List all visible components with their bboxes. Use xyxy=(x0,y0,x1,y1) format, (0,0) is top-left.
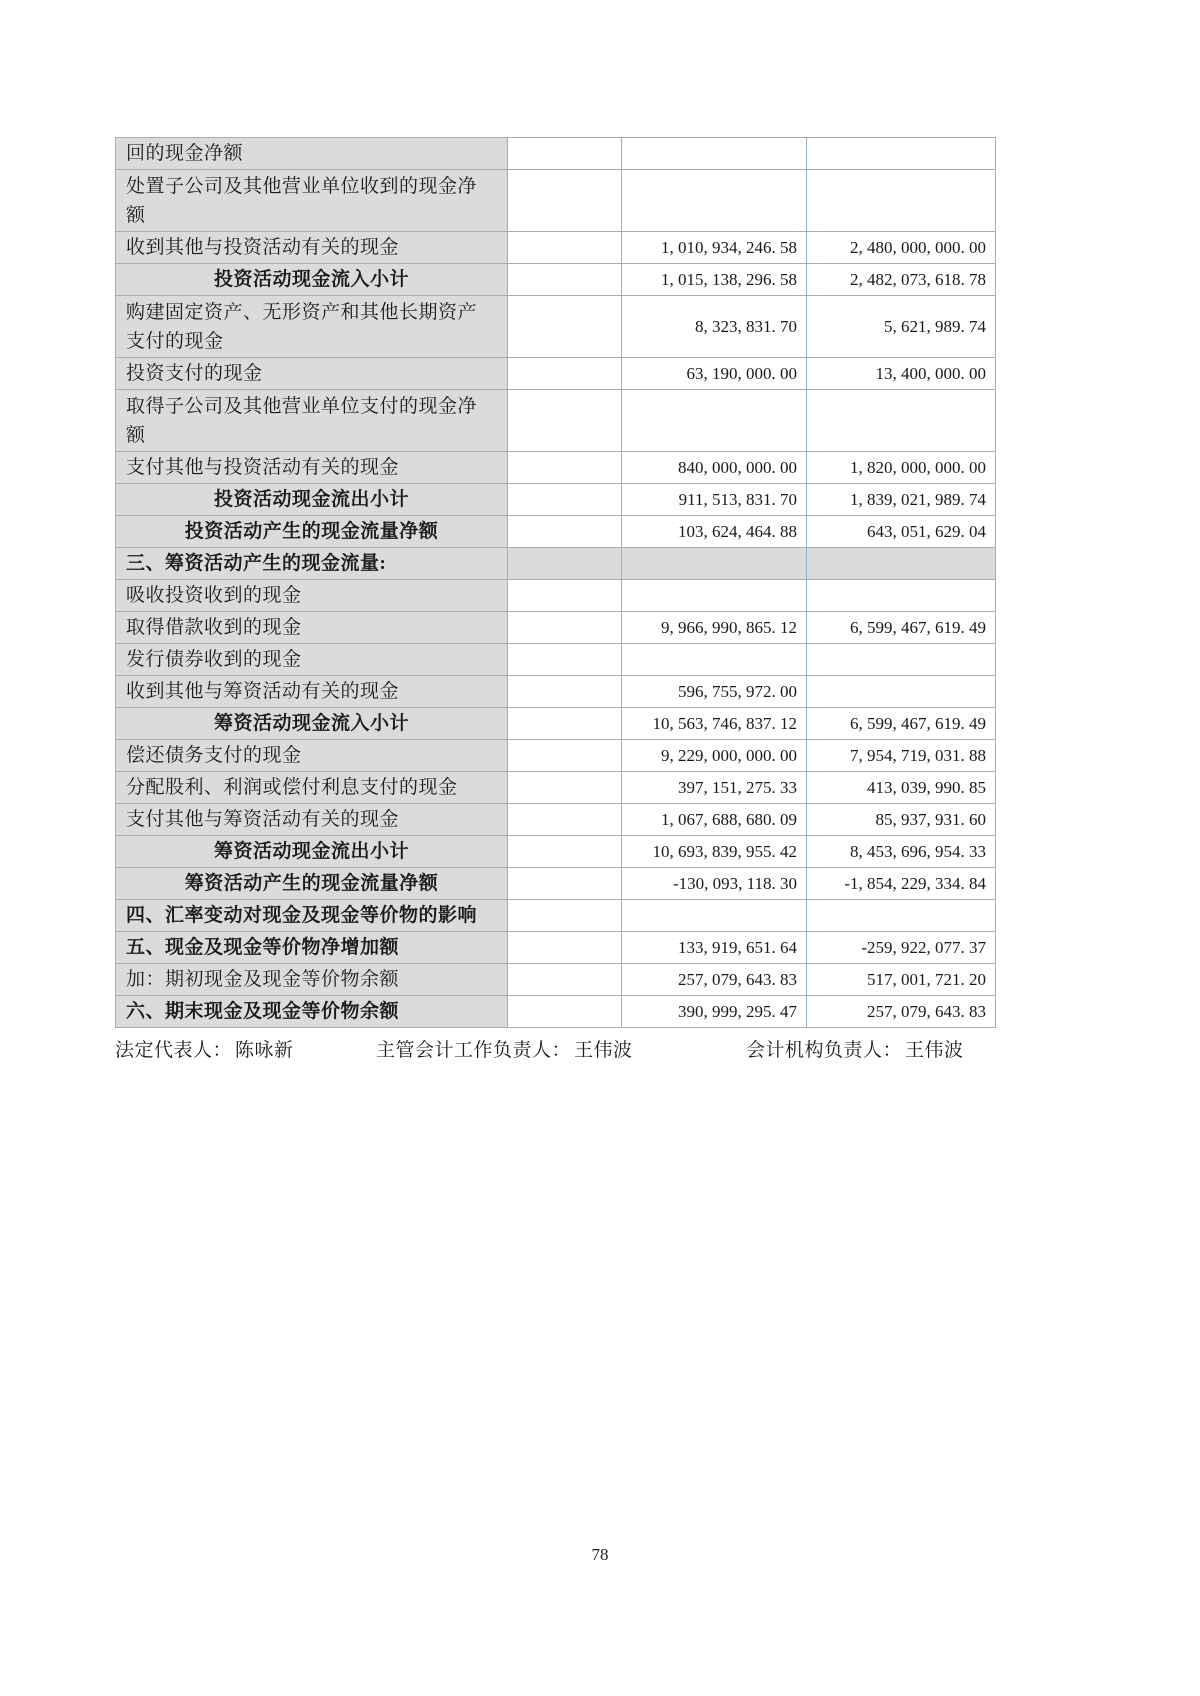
prior-period-cell: 85, 937, 931. 60 xyxy=(807,804,996,836)
item-cell: 筹资活动现金流入小计 xyxy=(116,708,508,740)
notes-cell xyxy=(508,708,622,740)
current-period-cell: 390, 999, 295. 47 xyxy=(622,996,807,1028)
accounting-head xyxy=(746,1035,964,1062)
table-row xyxy=(116,296,996,358)
prior-period-cell xyxy=(807,548,996,580)
table-row xyxy=(116,612,996,644)
item-cell: 偿还债务支付的现金 xyxy=(116,740,508,772)
notes-cell xyxy=(508,868,622,900)
current-period-cell: 133, 919, 651. 64 xyxy=(622,932,807,964)
table-row xyxy=(116,868,996,900)
current-period-cell: 9, 229, 000, 000. 00 xyxy=(622,740,807,772)
chief-accountant-label: 主管会计工作负责人： xyxy=(376,1040,572,1061)
current-period-cell: 8, 323, 831. 70 xyxy=(622,296,807,358)
prior-period-cell xyxy=(807,390,996,452)
item-cell: 支付其他与投资活动有关的现金 xyxy=(116,452,508,484)
notes-cell xyxy=(508,138,622,170)
current-period-cell: 596, 755, 972. 00 xyxy=(622,676,807,708)
table-row xyxy=(116,964,996,996)
current-period-cell xyxy=(622,900,807,932)
prior-period-cell: 643, 051, 629. 04 xyxy=(807,516,996,548)
table-row xyxy=(116,232,996,264)
item-cell: 取得借款收到的现金 xyxy=(116,612,508,644)
prior-period-cell: 5, 621, 989. 74 xyxy=(807,296,996,358)
table-row xyxy=(116,836,996,868)
item-cell: 五、现金及现金等价物净增加额 xyxy=(116,932,508,964)
signature-line xyxy=(115,1035,995,1065)
table-row xyxy=(116,580,996,612)
notes-cell xyxy=(508,264,622,296)
current-period-cell xyxy=(622,390,807,452)
prior-period-cell xyxy=(807,644,996,676)
item-cell: 投资活动现金流出小计 xyxy=(116,484,508,516)
current-period-cell: 10, 693, 839, 955. 42 xyxy=(622,836,807,868)
current-period-cell xyxy=(622,170,807,232)
prior-period-cell xyxy=(807,170,996,232)
notes-cell xyxy=(508,964,622,996)
notes-cell xyxy=(508,580,622,612)
table-row xyxy=(116,390,996,452)
prior-period-cell: 517, 001, 721. 20 xyxy=(807,964,996,996)
table-row xyxy=(116,740,996,772)
prior-period-cell: 2, 482, 073, 618. 78 xyxy=(807,264,996,296)
legal-representative-name: 陈咏新 xyxy=(235,1040,294,1061)
item-cell: 分配股利、利润或偿付利息支付的现金 xyxy=(116,772,508,804)
prior-period-cell: 413, 039, 990. 85 xyxy=(807,772,996,804)
current-period-cell xyxy=(622,644,807,676)
item-cell: 三、筹资活动产生的现金流量: xyxy=(116,548,508,580)
cash-flow-table-body xyxy=(116,138,996,1028)
current-period-cell: 840, 000, 000. 00 xyxy=(622,452,807,484)
current-period-cell xyxy=(622,580,807,612)
table-row xyxy=(116,772,996,804)
legal-representative-label: 法定代表人： xyxy=(115,1040,233,1061)
notes-cell xyxy=(508,452,622,484)
current-period-cell: 397, 151, 275. 33 xyxy=(622,772,807,804)
item-cell: 收到其他与筹资活动有关的现金 xyxy=(116,676,508,708)
notes-cell xyxy=(508,390,622,452)
prior-period-cell: 13, 400, 000. 00 xyxy=(807,358,996,390)
notes-cell xyxy=(508,516,622,548)
report-content xyxy=(115,137,995,1065)
notes-cell xyxy=(508,836,622,868)
prior-period-cell xyxy=(807,676,996,708)
table-row xyxy=(116,516,996,548)
prior-period-cell: 6, 599, 467, 619. 49 xyxy=(807,612,996,644)
current-period-cell: 10, 563, 746, 837. 12 xyxy=(622,708,807,740)
table-row xyxy=(116,900,996,932)
item-cell: 筹资活动现金流出小计 xyxy=(116,836,508,868)
cash-flow-table xyxy=(115,137,996,1028)
prior-period-cell xyxy=(807,900,996,932)
prior-period-cell: 1, 820, 000, 000. 00 xyxy=(807,452,996,484)
table-row xyxy=(116,708,996,740)
accounting-head-label: 会计机构负责人： xyxy=(746,1040,903,1061)
table-row xyxy=(116,138,996,170)
item-cell: 六、期末现金及现金等价物余额 xyxy=(116,996,508,1028)
current-period-cell xyxy=(622,548,807,580)
table-row xyxy=(116,804,996,836)
item-cell: 四、汇率变动对现金及现金等价物的影响 xyxy=(116,900,508,932)
current-period-cell: 1, 067, 688, 680. 09 xyxy=(622,804,807,836)
accounting-head-name: 王伟波 xyxy=(905,1040,964,1061)
notes-cell xyxy=(508,358,622,390)
current-period-cell: 1, 010, 934, 246. 58 xyxy=(622,232,807,264)
notes-cell xyxy=(508,548,622,580)
item-cell: 取得子公司及其他营业单位支付的现金净额 xyxy=(116,390,508,452)
current-period-cell: 1, 015, 138, 296. 58 xyxy=(622,264,807,296)
notes-cell xyxy=(508,170,622,232)
notes-cell xyxy=(508,612,622,644)
prior-period-cell: 8, 453, 696, 954. 33 xyxy=(807,836,996,868)
current-period-cell: 9, 966, 990, 865. 12 xyxy=(622,612,807,644)
prior-period-cell: -1, 854, 229, 334. 84 xyxy=(807,868,996,900)
notes-cell xyxy=(508,644,622,676)
current-period-cell xyxy=(622,138,807,170)
prior-period-cell: -259, 922, 077. 37 xyxy=(807,932,996,964)
current-period-cell: 911, 513, 831. 70 xyxy=(622,484,807,516)
current-period-cell: 257, 079, 643. 83 xyxy=(622,964,807,996)
item-cell: 吸收投资收到的现金 xyxy=(116,580,508,612)
notes-cell xyxy=(508,772,622,804)
table-row xyxy=(116,996,996,1028)
item-cell: 发行债券收到的现金 xyxy=(116,644,508,676)
notes-cell xyxy=(508,996,622,1028)
table-row xyxy=(116,264,996,296)
item-cell: 投资活动产生的现金流量净额 xyxy=(116,516,508,548)
page-number: 78 xyxy=(591,1545,609,1564)
current-period-cell: 103, 624, 464. 88 xyxy=(622,516,807,548)
prior-period-cell: 6, 599, 467, 619. 49 xyxy=(807,708,996,740)
item-cell: 投资活动现金流入小计 xyxy=(116,264,508,296)
item-cell: 投资支付的现金 xyxy=(116,358,508,390)
prior-period-cell xyxy=(807,580,996,612)
notes-cell xyxy=(508,900,622,932)
chief-accountant-name: 王伟波 xyxy=(574,1040,633,1061)
notes-cell xyxy=(508,676,622,708)
legal-representative xyxy=(115,1035,294,1062)
prior-period-cell: 7, 954, 719, 031. 88 xyxy=(807,740,996,772)
table-row xyxy=(116,548,996,580)
table-row xyxy=(116,644,996,676)
item-cell: 加：期初现金及现金等价物余额 xyxy=(116,964,508,996)
table-row xyxy=(116,358,996,390)
notes-cell xyxy=(508,740,622,772)
item-cell: 回的现金净额 xyxy=(116,138,508,170)
table-row xyxy=(116,170,996,232)
prior-period-cell: 2, 480, 000, 000. 00 xyxy=(807,232,996,264)
table-row xyxy=(116,484,996,516)
item-cell: 购建固定资产、无形资产和其他长期资产支付的现金 xyxy=(116,296,508,358)
item-cell: 处置子公司及其他营业单位收到的现金净额 xyxy=(116,170,508,232)
table-row xyxy=(116,452,996,484)
chief-accountant xyxy=(376,1035,633,1062)
notes-cell xyxy=(508,232,622,264)
prior-period-cell: 257, 079, 643. 83 xyxy=(807,996,996,1028)
item-cell: 支付其他与筹资活动有关的现金 xyxy=(116,804,508,836)
prior-period-cell: 1, 839, 021, 989. 74 xyxy=(807,484,996,516)
notes-cell xyxy=(508,296,622,358)
item-cell: 筹资活动产生的现金流量净额 xyxy=(116,868,508,900)
notes-cell xyxy=(508,804,622,836)
table-row xyxy=(116,932,996,964)
current-period-cell: -130, 093, 118. 30 xyxy=(622,868,807,900)
notes-cell xyxy=(508,932,622,964)
item-cell: 收到其他与投资活动有关的现金 xyxy=(116,232,508,264)
prior-period-cell xyxy=(807,138,996,170)
current-period-cell: 63, 190, 000. 00 xyxy=(622,358,807,390)
notes-cell xyxy=(508,484,622,516)
table-row xyxy=(116,676,996,708)
